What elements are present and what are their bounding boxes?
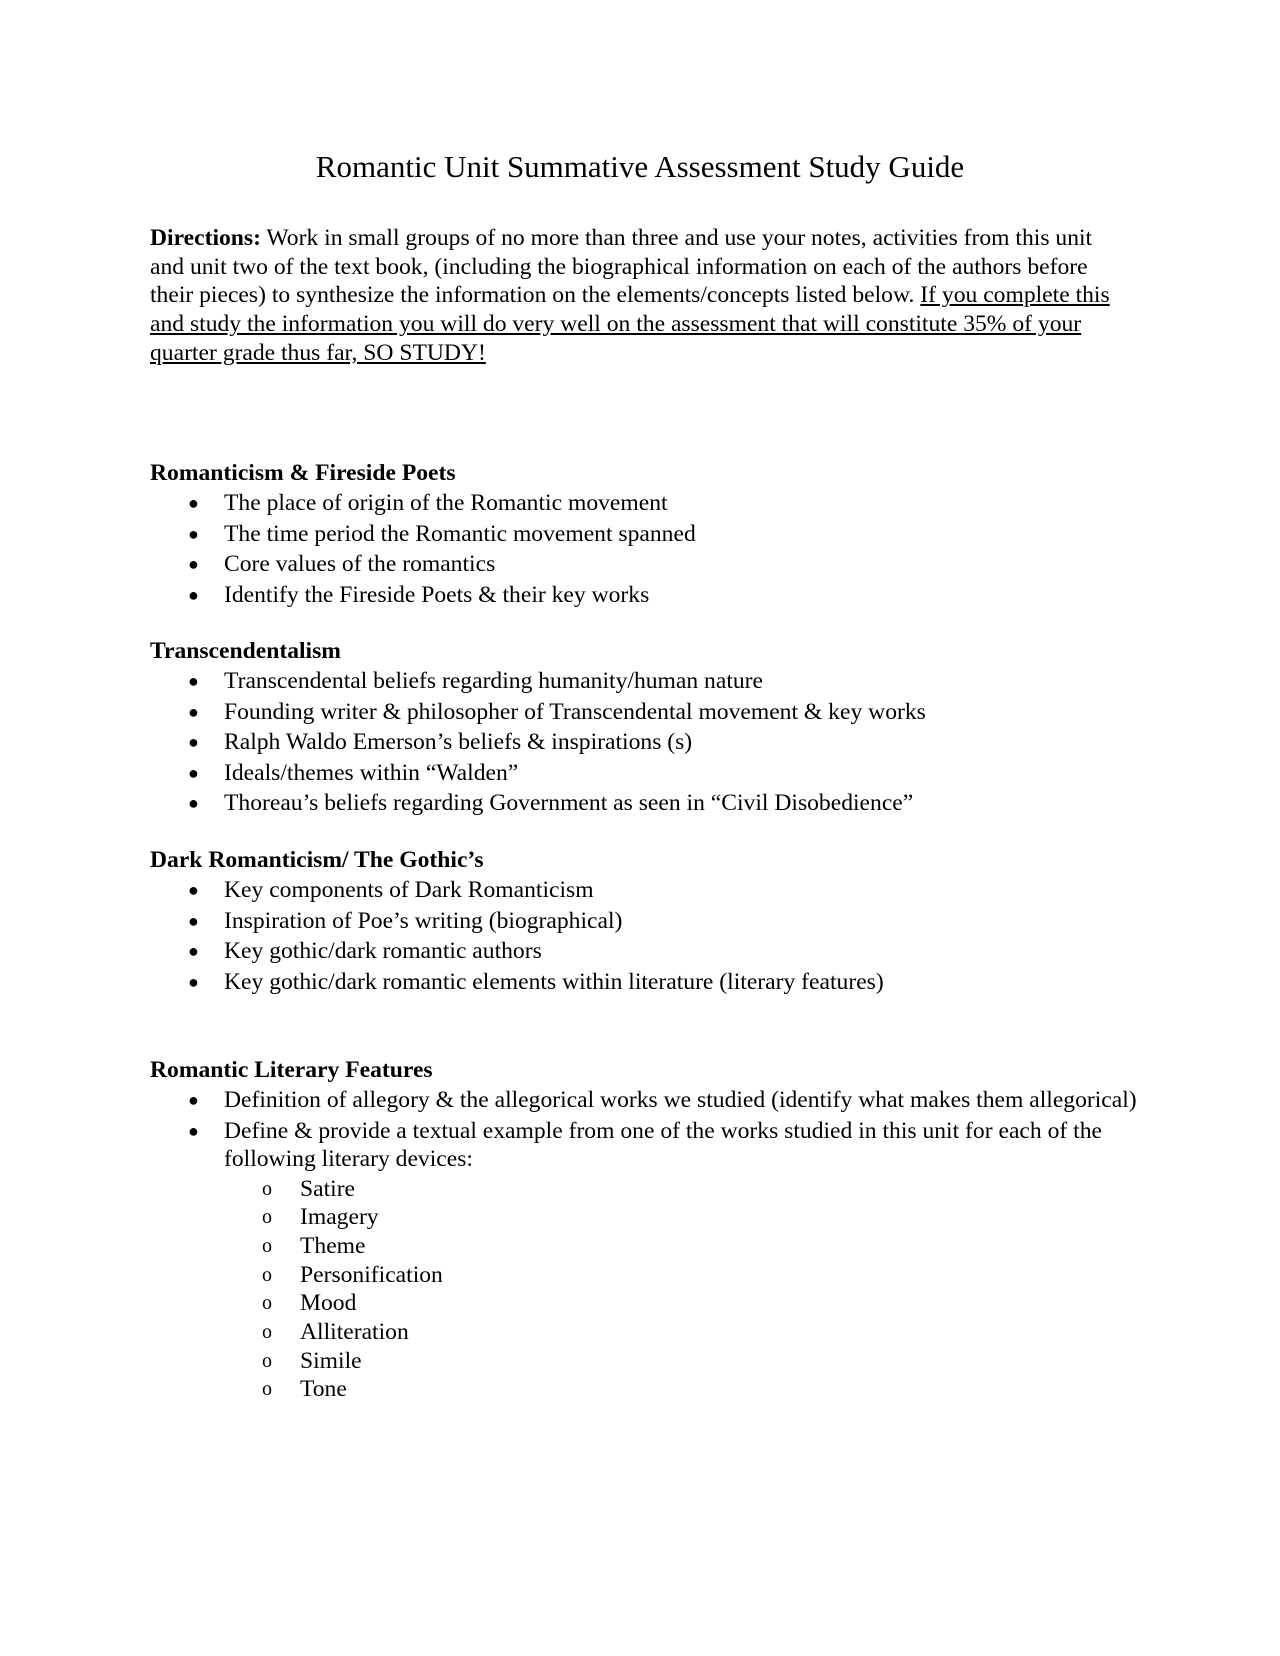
list-item (150, 697, 1140, 728)
sub-list-item-text: Personification (300, 1261, 443, 1288)
sub-list-item (150, 1261, 1140, 1290)
list-item-text: The time period the Romantic movement spanned (224, 520, 696, 547)
section-heading: Romantic Literary Features (150, 1057, 433, 1083)
list-item-text: Transcendental beliefs regarding humanity/human nature (224, 668, 764, 694)
list-item-text: Identify the Fireside Poets & their key works (224, 581, 650, 608)
sub-list-item (150, 1375, 1140, 1404)
bullet-icon: ● (188, 1120, 199, 1141)
list-item (150, 1116, 1140, 1175)
sub-list-item-text: Mood (300, 1290, 357, 1317)
sub-list-item-text: Theme (300, 1232, 366, 1259)
section-romantic-literary-features (150, 1055, 1140, 1404)
list-item-text: Definition of allegory & the allegorical works we studied (identify what makes them allegorical) (224, 1087, 1137, 1113)
bullet-list (150, 875, 1140, 997)
sub-list-item (150, 1232, 1140, 1261)
bullet-icon: ● (188, 971, 199, 992)
list-item (150, 788, 1140, 819)
list-item-text: Key components of Dark Romanticism (224, 877, 594, 903)
sub-list-item (150, 1175, 1140, 1204)
sub-list-item-text: Alliteration (300, 1319, 409, 1346)
section-romanticism-fireside-poets (150, 458, 1140, 610)
circle-bullet-icon: o (262, 1177, 272, 1200)
sub-list-item (150, 1289, 1140, 1318)
list-item-text: Founding writer & philosopher of Transcendental movement & key works (224, 698, 926, 725)
section-heading: Transcendentalism (150, 638, 341, 664)
section-heading: Dark Romanticism/ The Gothic’s (150, 847, 484, 873)
list-item-text: Define & provide a textual example from one of the works studied in this unit for each of the following literary devices: (224, 1117, 1102, 1172)
bullet-icon: ● (188, 701, 199, 722)
list-item (150, 936, 1140, 967)
section-transcendentalism (150, 636, 1140, 819)
list-item (150, 549, 1140, 580)
section-heading: Romanticism & Fireside Poets (150, 460, 456, 486)
list-item (150, 519, 1140, 550)
bullet-icon: ● (188, 584, 199, 605)
bullet-icon: ● (188, 671, 199, 691)
bullet-icon: ● (188, 762, 199, 783)
list-item (150, 666, 1140, 697)
sub-list-item-text: Tone (300, 1376, 347, 1403)
circle-bullet-icon: o (262, 1234, 272, 1257)
list-item (150, 727, 1140, 758)
directions-text: Work in small groups of no more than three and use your notes, activities from this unit and unit two of the text book, (including the biographical information on each of the authors before their pieces) to synthesize the information on the elements/concepts listed below. (150, 225, 1093, 309)
list-item (150, 758, 1140, 789)
list-item-text: Ideals/themes within “Walden” (224, 759, 519, 786)
list-item-text: Thoreau’s beliefs regarding Government as seen in “Civil Disobedience” (224, 790, 914, 816)
circle-bullet-icon: o (262, 1349, 272, 1372)
document-title: Romantic Unit Summative Assessment Study Guide (315, 149, 965, 184)
sub-list-item (150, 1203, 1140, 1232)
sub-list-item (150, 1318, 1140, 1347)
list-item (150, 1085, 1140, 1116)
bullet-list (150, 1085, 1140, 1175)
directions-emphasis: If you complete this and study the information you will do very well on the assessment that will constitute 35% of your quarter grade thus far, SO STUDY! (150, 282, 1110, 366)
bullet-icon: ● (188, 941, 199, 961)
sub-list-item-text: Simile (300, 1347, 362, 1374)
list-item-text: Key gothic/dark romantic authors (224, 938, 542, 964)
bullet-icon: ● (188, 1090, 199, 1110)
list-item (150, 488, 1140, 519)
sub-list-item (150, 1347, 1140, 1376)
bullet-icon: ● (188, 732, 199, 752)
list-item (150, 875, 1140, 906)
list-item-text: Core values of the romantics (224, 551, 496, 577)
bullet-icon: ● (188, 493, 199, 513)
circle-bullet-icon: o (262, 1206, 272, 1229)
circle-bullet-icon: o (262, 1378, 272, 1401)
circle-bullet-icon: o (262, 1292, 272, 1315)
directions-paragraph (150, 224, 1130, 368)
bullet-list (150, 488, 1140, 610)
list-item-text: The place of origin of the Romantic movement (224, 490, 668, 516)
sub-list-item-text: Imagery (300, 1204, 379, 1231)
circle-bullet-icon: o (262, 1263, 272, 1286)
list-item (150, 906, 1140, 937)
list-item-text: Key gothic/dark romantic elements within literature (literary features) (224, 968, 884, 995)
directions-label: Directions: (150, 225, 261, 251)
list-item-text: Inspiration of Poe’s writing (biographical) (224, 907, 623, 934)
bullet-icon: ● (188, 554, 199, 574)
section-dark-romanticism (150, 845, 1140, 997)
bullet-icon: ● (188, 910, 199, 931)
bullet-list (150, 666, 1140, 819)
circle-bullet-icon: o (262, 1321, 272, 1344)
bullet-icon: ● (188, 880, 199, 900)
list-item (150, 967, 1140, 998)
sub-bullet-list (150, 1175, 1140, 1405)
list-item-text: Ralph Waldo Emerson’s beliefs & inspirations (s) (224, 729, 693, 755)
bullet-icon: ● (188, 793, 199, 813)
sub-list-item-text: Satire (300, 1175, 356, 1202)
bullet-icon: ● (188, 523, 199, 544)
list-item (150, 580, 1140, 611)
